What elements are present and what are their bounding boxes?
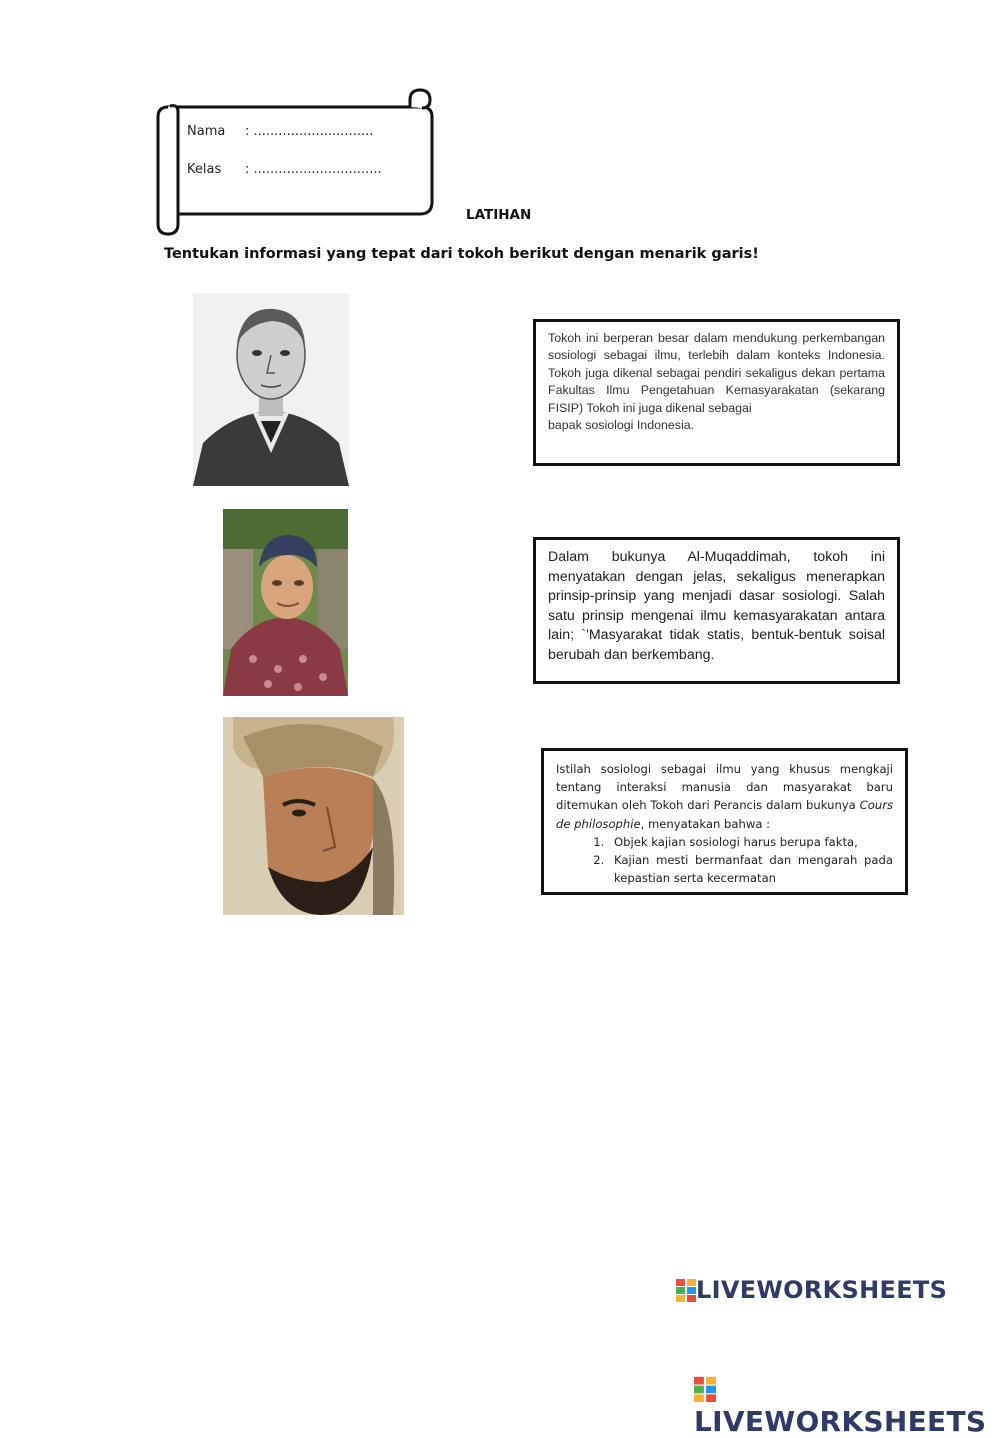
liveworksheets-brand-footer	[694, 1372, 1000, 1438]
book-title: Cours de philosophie	[556, 798, 893, 831]
portrait-engraving-photo[interactable]	[193, 293, 349, 486]
info-card-1[interactable]	[533, 319, 900, 466]
brand-name: LIVEWORKSHEETS	[696, 1276, 948, 1304]
liveworksheets-logo-icon	[694, 1376, 716, 1404]
class-label: Kelas	[187, 162, 222, 177]
brand-name: LIVEWORKSHEETS	[694, 1405, 987, 1438]
class-field[interactable]	[187, 162, 382, 177]
info-card-1-text-last: bapak sosiologi Indonesia.	[548, 418, 695, 433]
portrait-turban-painting[interactable]	[223, 717, 404, 915]
name-label: Nama	[187, 124, 226, 139]
info-card-1-text: Tokoh ini berperan besar dalam mendukung perkembangan sosiologi sebagai ilmu, terlebih dalam konteks Indonesia. Tokoh juga dikenal sebagai pendiri sekaligus dekan pertama Fakultas Ilmu Pengetahuan Kemasyarakatan (sekarang FISIP) Tokoh ini juga dikenal sebagai	[548, 331, 885, 415]
info-card-3[interactable]	[541, 748, 908, 895]
info-card-3-list	[556, 833, 893, 888]
info-card-3-intro-text: Istilah sosiologi sebagai ilmu yang khusus mengkaji tentang interaksi manusia dan masyarakat baru ditemukan oleh Tokoh dari Perancis dalam bukunya	[556, 762, 893, 813]
instruction-text: Tentukan informasi yang tepat dari tokoh berikut dengan menarik garis!	[164, 246, 759, 262]
name-class-scroll	[150, 82, 440, 240]
name-field[interactable]	[187, 124, 373, 139]
info-card-2[interactable]	[533, 537, 900, 684]
class-dots: : ...............................	[245, 162, 382, 177]
liveworksheets-brand	[676, 1276, 947, 1304]
name-dots: : .............................	[245, 124, 374, 139]
worksheet-title: LATIHAN	[466, 207, 532, 223]
info-card-3-intro-end: , menyatakan bahwa :	[640, 816, 771, 831]
list-item: 2. Kajian mesti bermanfaat dan mengarah pada kepastian serta kecermatan	[608, 851, 893, 887]
portrait-blangkon-photo[interactable]	[223, 509, 348, 696]
info-card-2-text: Dalam bukunya Al-Muqaddimah, tokoh ini menyatakan dengan jelas, sekaligus menerapkan prinsip-prinsip yang menjadi dasar sosiologi. Salah satu prinsip mengenai ilmu kemasyarakatan antara lain; `'Masyarakat tidak statis, bentuk-bentuk soisal berubah dan berkembang.	[548, 549, 885, 663]
info-card-3-intro	[556, 760, 893, 833]
liveworksheets-logo-icon	[676, 1279, 696, 1303]
list-item: 1. Objek kajian sosiologi harus berupa fakta,	[608, 833, 893, 851]
